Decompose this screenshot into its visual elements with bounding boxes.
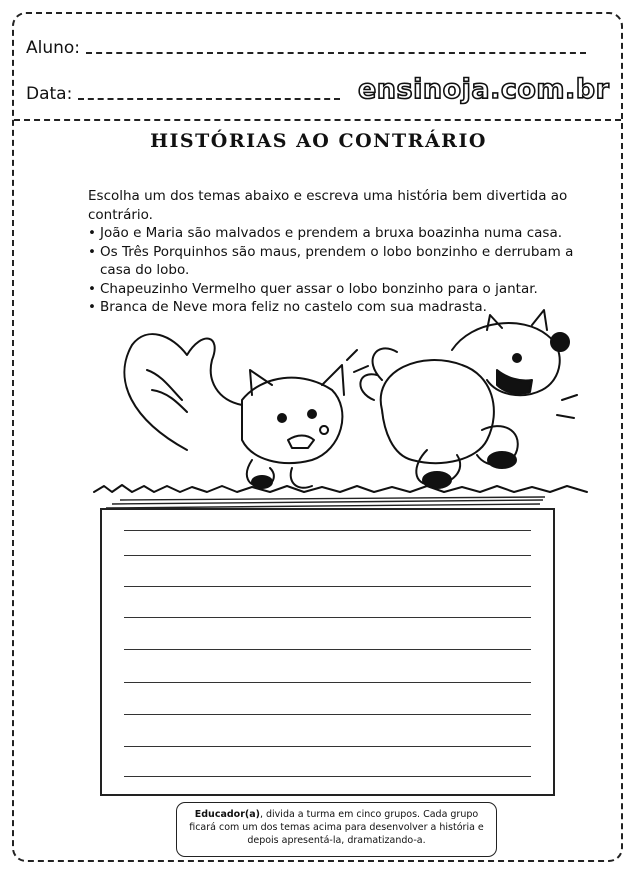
- date-label: Data:: [26, 84, 73, 104]
- intro-text: Escolha um dos temas abaixo e escreva uma história bem divertida ao contrário.: [88, 188, 568, 223]
- writing-line[interactable]: [124, 776, 531, 777]
- instructions: [88, 187, 578, 317]
- writing-line[interactable]: [124, 586, 531, 587]
- student-label: Aluno:: [26, 38, 81, 58]
- brand-logo: ensinoja.com.br: [358, 74, 610, 105]
- writing-line[interactable]: [124, 555, 531, 556]
- writing-line[interactable]: [124, 617, 531, 618]
- student-field[interactable]: [26, 38, 586, 58]
- educator-note-lead: Educador(a): [194, 809, 260, 820]
- header-divider: [14, 119, 621, 121]
- educator-note-text: , divida a turma em cinco grupos. Cada grupo ficará com um dos temas acima para desenvolver a história e depois apresentá-la, dramatizando-a.: [189, 809, 484, 846]
- worksheet-title: HISTÓRIAS AO CONTRÁRIO: [150, 130, 487, 152]
- writing-box[interactable]: [100, 508, 555, 796]
- theme-item: • Os Três Porquinhos são maus, prendem o lobo bonzinho e derrubam a casa do lobo.: [88, 243, 578, 280]
- writing-line[interactable]: [124, 714, 531, 715]
- theme-item: • Chapeuzinho Vermelho quer assar o lobo bonzinho para o jantar.: [88, 280, 578, 299]
- date-line[interactable]: [78, 97, 340, 100]
- writing-line[interactable]: [124, 530, 531, 531]
- educator-note: [176, 802, 497, 857]
- cat-and-dog-illustration: [92, 300, 592, 500]
- writing-line[interactable]: [124, 682, 531, 683]
- student-name-line[interactable]: [86, 51, 586, 54]
- date-field[interactable]: [26, 84, 340, 104]
- theme-item: • João e Maria são malvados e prendem a bruxa boazinha numa casa.: [88, 224, 578, 243]
- writing-line[interactable]: [124, 649, 531, 650]
- writing-line[interactable]: [124, 746, 531, 747]
- theme-item: • Branca de Neve mora feliz no castelo com sua madrasta.: [88, 298, 578, 317]
